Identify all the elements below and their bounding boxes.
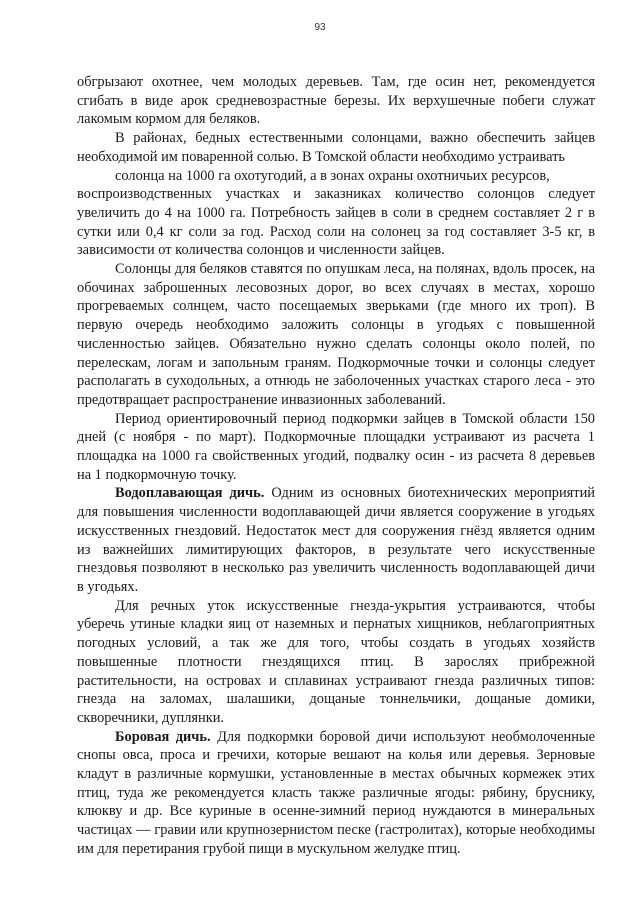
paragraph-8: Для речных уток искусственные гнезда-укрытия устраиваются, чтобы уберечь утиные кладки яиц от наземных и пернатых хищников, неблагоприятных погодных условий, а так же для того, чтобы создать в угодьях хозяйств повышенные плотности гнездящихся птиц. В зарослях прибрежной растительности, на островах и сплавинах устраивают гнезда различных типов: гнезда на заломах, шалашики, дощаные тоннельчики, дощаные домики, скворечники, дуплянки. (77, 597, 595, 726)
paragraph-7 (77, 484, 595, 596)
document-body (77, 73, 595, 859)
paragraph-7-text: Одним из основных биотехнических мероприятий для повышения численности водоплавающей дичи является сооружение в угодьях искусственных гнездовий. Недостаток мест для сооружения гнёзд является одним из важнейших лимитирующих факторов, в результате чего искусственные гнездовья позволяют в несколько раз увеличить численность водоплавающей дичи в угодьях. (77, 485, 595, 595)
paragraph-6: Период ориентировочный период подкормки зайцев в Томской области 150 дней (с ноября - по март). Подкормочные площадки устраивают из расчета 1 площадка на 1000 га свойственных угодий, подвалку осин - из расчета 8 деревьев на 1 подкормочную точку. (77, 410, 595, 483)
section-heading-waterfowl: Водоплавающая дичь. (115, 485, 265, 502)
paragraph-1: обгрызают охотнее, чем молодых деревьев. Там, где осин нет, рекомендуется сгибать в виде арок средневозрастные березы. Их верхушечные побеги служат лакомым кормом для беляков. (77, 74, 595, 128)
paragraph-4: воспроизводственных участках и заказниках количество солонцов следует увеличить до 4 на 1000 га. Потребность зайцев в соли в среднем составляет 2 г в сутки или 0,4 кг соли за год. Расход соли на солонец за год составляет 3-5 кг, в зависимости от количества солонцов и численности зайцев. (77, 186, 595, 259)
section-heading-upland-game: Боровая дичь. (115, 728, 211, 745)
paragraph-5: Солонцы для беляков ставятся по опушкам леса, на полянах, вдоль просек, на обочинах заброшенных лесовозных дорог, во всех случаях в местах, хорошо прогреваемых солнцем, часто посещаемых зверьками (где много их троп). В первую очередь необходимо заложить солонцы в угодьях с повышенной численностью зайцев. Обязательно нужно сделать солонцы около полей, по перелескам, логам и запольным граням. Подкормочные точки и солонцы следует располагать в суходольных, а отнюдь не заболоченных участках старого леса - это предотвращает распространение инвазионных заболеваний. (77, 261, 595, 408)
page-number: 93 (314, 22, 326, 33)
paragraph-9 (77, 728, 595, 859)
paragraph-2: В районах, бедных естественными солонцами, важно обеспечить зайцев необходимой им поваренной солью. В Томской области необходимо устраивать (77, 130, 595, 165)
paragraph-3: солонца на 1000 га охотугодий, а в зонах охраны охотничьих ресурсов, (115, 167, 550, 184)
paragraph-9-text: Для подкормки боровой дичи используют необмолоченные снопы овса, проса и гречихи, которые вешают на колья или деревья. Зерновые кладут в различные кормушки, установленные в местах обычных кормежек этих птиц, туда же рекомендуется класть также различные ягоды: рябину, бруснику, клюкву и др. Все куриные в осенне-зимний период нуждаются в минеральных частицах — гравии или крупнозернистом песке (гастролитах), которые необходимы им для перетирания грубой пищи в мускульном желудке птиц. (77, 728, 595, 857)
